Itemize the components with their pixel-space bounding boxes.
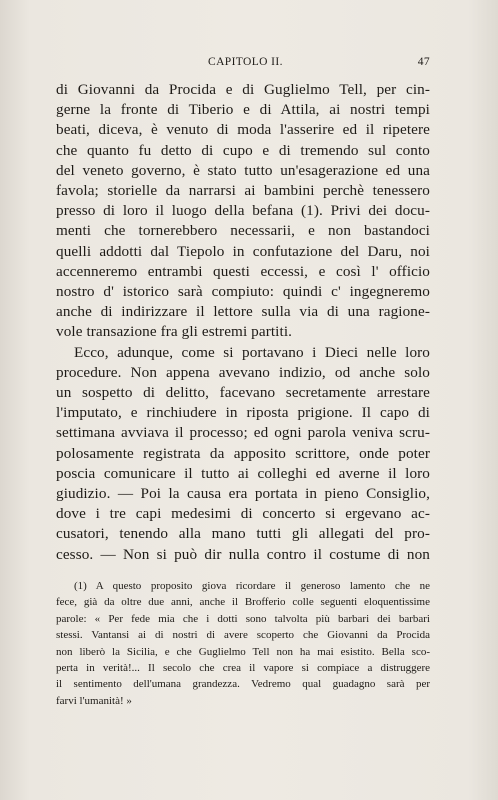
footnote-line: fece, già da oltre due anni, anche il Brofferio colle seguenti eloquentissime (56, 596, 430, 609)
footnote-line: parole: « Per fede mia che i dotti sono talvolta più barbari dei barbari (56, 612, 430, 625)
footnote-line: farvi l'umanità! » (56, 694, 132, 707)
footnote-line: stessi. Vantansi ai di nostri di avere scoperto che Giovanni da Procida (56, 629, 430, 642)
text-line: settimana avviava il processo; ed ogni parola veniva scru- (56, 424, 430, 442)
text-line: procedure. Non appena avevano indizio, od anche solo (56, 363, 430, 381)
page-header (56, 56, 430, 74)
body-text (56, 80, 430, 565)
text-line: vole transazione fra gli estremi partiti. (56, 323, 293, 341)
footnote-line: non liberò la Sicilia, e che Guglielmo Tell non ha mai esistito. Bella sco- (56, 645, 430, 658)
text-line: dove i tre capi medesimi di concerto si ergevano ac- (56, 505, 430, 523)
text-line: anche di indirizzare il lettore sulla via di una ragione- (56, 303, 430, 321)
text-line: presso di loro il luogo della befana (1). Privi dei docu- (56, 202, 430, 220)
text-line: Ecco, adunque, come si portavano i Dieci nelle loro (74, 343, 430, 361)
text-line: cesso. — Non si può dir nulla contro il costume di non (56, 545, 430, 563)
text-line: accenneremo entrambi questi eccessi, e così l' officio (56, 262, 430, 280)
text-line: l'imputato, e rinchiudere in riposta prigione. Il capo di (56, 404, 430, 422)
footnotes (56, 578, 430, 709)
text-line: che quanto fu detto di cupo e di tremendo sul conto (56, 141, 430, 159)
page-number: 47 (417, 56, 430, 68)
footnote-line: (1) A questo proposito giova ricordare il generoso lamento che ne (74, 580, 430, 592)
text-line: cusatori, tenendo alla mano tutti gli allegati del pro- (56, 525, 430, 543)
text-line: favola; storielle da narrarsi ai bambini perchè tenessero (56, 182, 430, 200)
text-line: nostro d' istorico sarà compiuto: quindi c' ingegneremo (56, 283, 430, 301)
text-line: beati, diceva, è venuto di moda l'asserire ed il ripetere (56, 121, 430, 139)
text-line: del veneto governo, è stato tutto un'esagerazione ed una (56, 161, 430, 179)
text-line: di Giovanni da Procida e di Guglielmo Tell, per cin- (56, 81, 430, 98)
footnote-line: perta in verità!... Il secolo che crea il vapore si compiace a distruggere (56, 662, 430, 675)
text-line: quelli addotti dal Tiepolo in confutazione del Daru, noi (56, 242, 430, 260)
text-line: poscia comunicare il tutto ai colleghi ed averne il loro (56, 464, 430, 482)
text-line: polosamente registrata da apposito scrittore, onde poter (56, 444, 430, 462)
running-head: CAPITOLO II. (208, 56, 283, 68)
text-line: gerne la fronte di Tiberio e di Attila, ai nostri tempi (56, 101, 430, 119)
footnote-line: il sentimento dell'umana grandezza. Vedremo qual guadagno sarà per (56, 678, 430, 691)
text-line: menti che tornerebbero necessarii, e non bastandoci (56, 222, 430, 240)
text-line: un sospetto di delitto, facevano secretamente arrestare (56, 384, 430, 402)
text-line: giudizio. — Poi la causa era portata in pieno Consiglio, (56, 485, 430, 503)
